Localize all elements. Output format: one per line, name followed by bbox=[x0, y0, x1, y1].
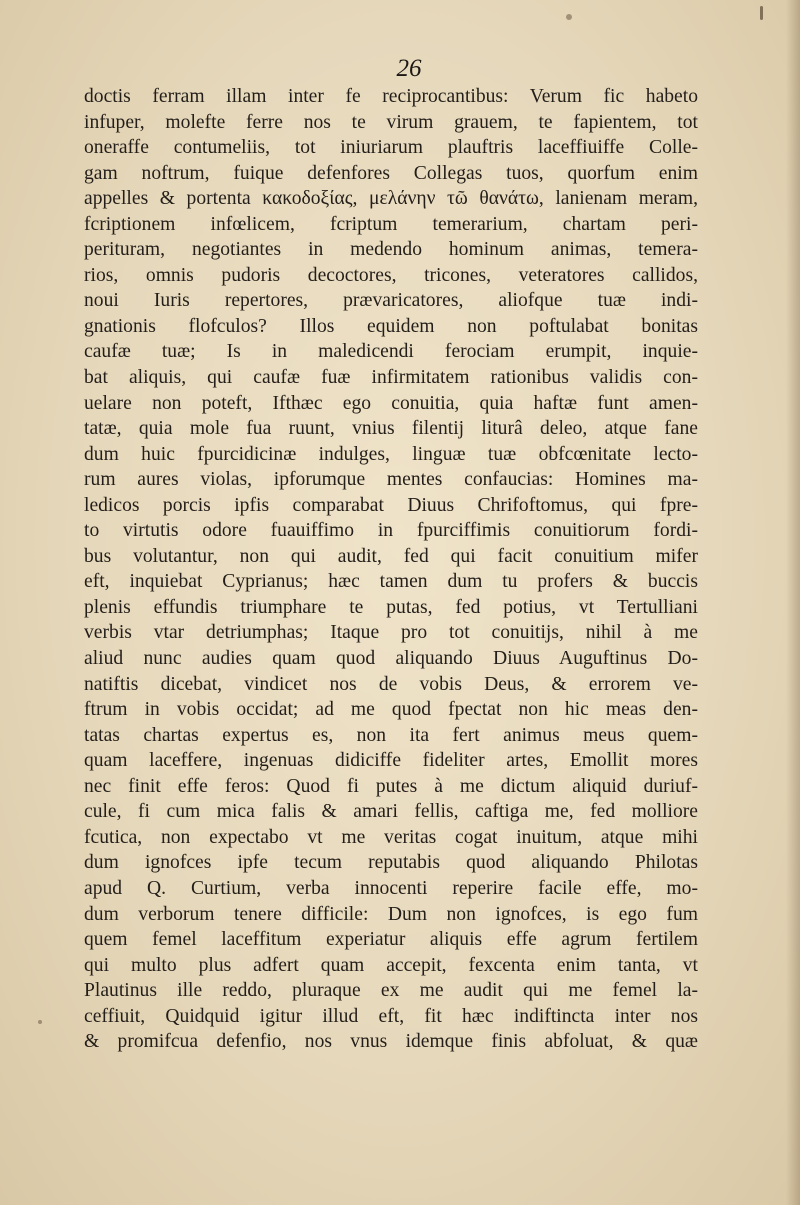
text-line: dum huic fpurcidicinæ indulges, linguæ tuæ obfcœnitate lecto- bbox=[84, 443, 698, 465]
text-line: gnationis flofculos? Illos equidem non poftulabat bonitas bbox=[84, 315, 698, 337]
text-line: apud Q. Curtium, verba innocenti reperire facile effe, mo- bbox=[84, 877, 698, 899]
text-line: infuper, molefte ferre nos te virum grauem, te fapientem, tot bbox=[84, 111, 698, 133]
text-line: dum verborum tenere difficile: Dum non ignofces, is ego fum bbox=[84, 903, 698, 925]
text-line: quem femel laceffitum experiatur aliquis effe agrum fertilem bbox=[84, 929, 698, 951]
text-line: ftrum in vobis occidat; ad me quod fpectat non hic meas den- bbox=[84, 699, 698, 721]
text-line: quam laceffere, ingenuas didiciffe fideliter artes, Emollit mores bbox=[84, 750, 698, 772]
text-line: perituram, negotiantes in medendo hominum animas, temera- bbox=[84, 239, 698, 261]
text-line: eft, inquiebat Cyprianus; hæc tamen dum tu profers & buccis bbox=[84, 571, 698, 593]
text-line: dum ignofces ipfe tecum reputabis quod aliquando Philotas bbox=[84, 852, 698, 874]
ink-speck bbox=[760, 6, 763, 20]
ink-speck bbox=[38, 1020, 42, 1024]
text-line: cule, fi cum mica falis & amari fellis, caftiga me, fed molliore bbox=[84, 801, 698, 823]
text-line: appelles & portenta κακοδοξίας, μελάνην τῶ θανάτω, lanienam meram, bbox=[84, 188, 698, 210]
text-line: uelare non poteft, Ifthæc ego conuitia, quia haftæ funt amen- bbox=[84, 392, 698, 414]
text-line: qui multo plus adfert quam accepit, fexcenta enim tanta, vt bbox=[84, 954, 698, 976]
text-line: ledicos porcis ipfis comparabat Diuus Chrifoftomus, qui fpre- bbox=[84, 494, 698, 516]
text-line: to virtutis odore fuauiffimo in fpurciffimis conuitiorum fordi- bbox=[84, 520, 698, 542]
text-line: nec finit effe feros: Quod fi putes à me dictum aliquid duriuf- bbox=[84, 775, 698, 797]
text-line: bus volutantur, non qui audit, fed qui facit conuitium mifer bbox=[84, 545, 698, 567]
ink-speck bbox=[566, 14, 572, 20]
text-line: plenis effundis triumphare te putas, fed potius, vt Tertulliani bbox=[84, 596, 698, 618]
text-line: oneraffe contumeliis, tot iniuriarum plauftris laceffiuiffe Colle- bbox=[84, 137, 698, 159]
page-number: 26 bbox=[396, 55, 422, 82]
text-line: gam noftrum, fuique defenfores Collegas tuos, quorfum enim bbox=[84, 162, 698, 184]
text-line: fcriptionem infœlicem, fcriptum temerarium, chartam peri- bbox=[84, 213, 698, 235]
text-line: Plautinus ille reddo, pluraque ex me audit qui me femel la- bbox=[84, 980, 698, 1002]
text-line: tatæ, quia mole fua ruunt, vnius filentij liturâ deleo, atque fane bbox=[84, 418, 698, 440]
text-line: rum aures violas, ipforumque mentes confaucias: Homines ma- bbox=[84, 469, 698, 491]
page-edge-shadow bbox=[786, 0, 800, 1205]
text-line: aliud nunc audies quam quod aliquando Diuus Auguftinus Do- bbox=[84, 648, 698, 670]
text-line: natiftis dicebat, vindicet nos de vobis Deus, & errorem ve- bbox=[84, 673, 698, 695]
text-line: doctis ferram illam inter fe reciprocantibus: Verum fic habeto bbox=[84, 86, 698, 107]
body-text bbox=[84, 84, 698, 1055]
text-line: rios, omnis pudoris decoctores, tricones, veteratores callidos, bbox=[84, 264, 698, 286]
text-line: verbis vtar detriumphas; Itaque pro tot conuitijs, nihil à me bbox=[84, 622, 698, 644]
text-line: & promifcua defenfio, nos vnus idemque finis abfoluat, & quæ bbox=[84, 1031, 698, 1053]
text-line: bat aliquis, qui caufæ fuæ infirmitatem rationibus validis con- bbox=[84, 367, 698, 389]
text-line: fcutica, non expectabo vt me veritas cogat inuitum, atque mihi bbox=[84, 826, 698, 848]
text-line: tatas chartas expertus es, non ita fert animus meus quem- bbox=[84, 724, 698, 746]
text-line: noui Iuris repertores, prævaricatores, aliofque tuæ indi- bbox=[84, 290, 698, 312]
text-line: caufæ tuæ; Is in maledicendi ferociam erumpit, inquie- bbox=[84, 341, 698, 363]
text-line: ceffiuit, Quidquid igitur illud eft, fit hæc indiftincta inter nos bbox=[84, 1005, 698, 1027]
